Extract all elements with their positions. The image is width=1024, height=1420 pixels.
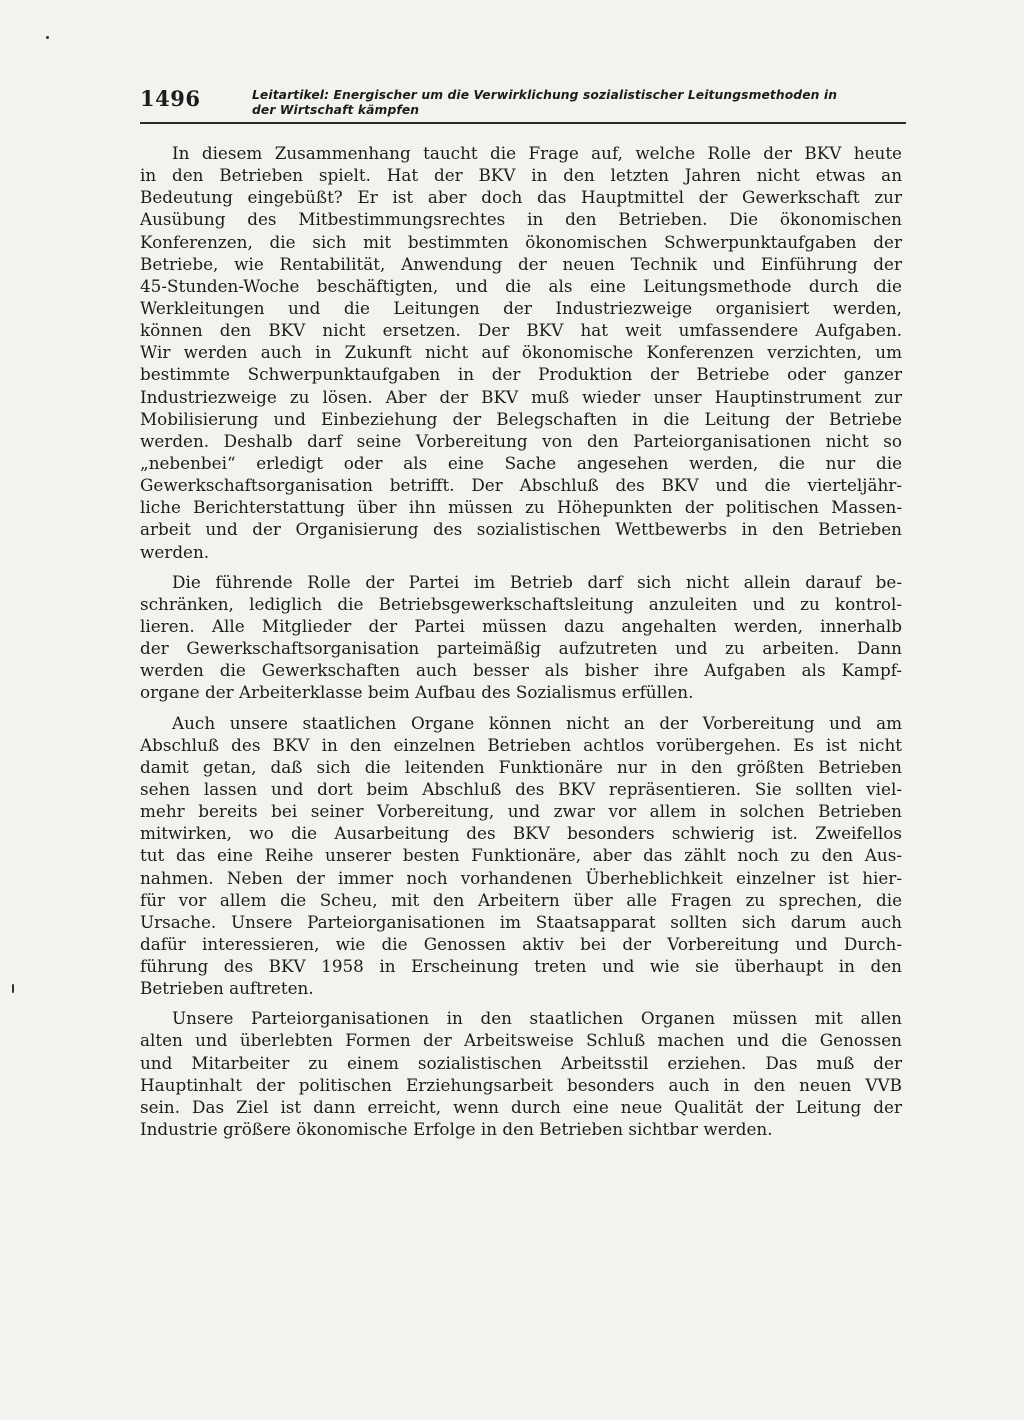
text-line: Industriezweige zu lösen. Aber der BKV muß wieder unser Hauptinstrument zur (140, 386, 902, 407)
text-line: organe der Arbeiterklasse beim Aufbau des Sozialismus erfüllen. (140, 682, 694, 703)
text-line: und Mitarbeiter zu einem sozialistischen Arbeitsstil erziehen. Das muß der (140, 1052, 902, 1073)
text-line: Die führende Rolle der Partei im Betrieb darf sich nicht allein darauf be- (172, 571, 902, 592)
text-line: tut das eine Reihe unserer besten Funktionäre, aber das zählt noch zu den Aus- (140, 845, 902, 866)
paragraph-2 (140, 571, 902, 704)
text-line: Auch unsere staatlichen Organe können nicht an der Vorbereitung und am (172, 712, 902, 733)
text-line: Unsere Parteiorganisationen in den staatlichen Organen müssen mit allen (172, 1008, 902, 1029)
text-line: Industrie größere ökonomische Erfolge in den Betrieben sichtbar werden. (140, 1119, 773, 1140)
text-line: alten und überlebten Formen der Arbeitsweise Schluß machen und die Genossen (140, 1030, 902, 1051)
text-line: Gewerkschaftsorganisation betrifft. Der Abschluß des BKV und die vierteljähr- (140, 475, 902, 496)
text-line: schränken, lediglich die Betriebsgewerkschaftsleitung anzuleiten und zu kontrol- (140, 593, 902, 614)
text-line: können den BKV nicht ersetzen. Der BKV hat weit umfassendere Aufgaben. (140, 320, 902, 341)
text-line: werden. Deshalb darf seine Vorbereitung von den Parteiorganisationen nicht so (140, 430, 902, 451)
page-number: 1496 (140, 86, 201, 111)
text-line: Hauptinhalt der politischen Erziehungsarbeit besonders auch in den neuen VVB (140, 1074, 902, 1095)
text-line: Betriebe, wie Rentabilität, Anwendung der neuen Technik und Einführung der (140, 253, 902, 274)
page-header (140, 84, 906, 124)
text-line: Konferenzen, die sich mit bestimmten ökonomischen Schwerpunktaufgaben der (140, 231, 902, 252)
running-title-line-2: der Wirtschaft kämpfen (252, 103, 420, 117)
text-line: führung des BKV 1958 in Erscheinung treten und wie sie überhaupt in den (140, 956, 902, 977)
text-line: in den Betrieben spielt. Hat der BKV in den letzten Jahren nicht etwas an (140, 165, 902, 186)
text-line: sein. Das Ziel ist dann erreicht, wenn durch eine neue Qualität der Leitung der (140, 1096, 902, 1117)
text-line: Bedeutung eingebüßt? Er ist aber doch das Hauptmittel der Gewerkschaft zur (140, 187, 902, 208)
text-line: damit getan, daß sich die leitenden Funktionäre nur in den größten Betrieben (140, 756, 902, 777)
text-line: In diesem Zusammenhang taucht die Frage auf, welche Rolle der BKV heute (172, 143, 902, 163)
text-line: Ursache. Unsere Parteiorganisationen im Staatsapparat sollten sich darum auch (140, 911, 902, 932)
paragraph-4 (140, 1007, 902, 1140)
text-line: „nebenbei“ erledigt oder als eine Sache angesehen werden, die nur die (140, 452, 902, 473)
running-title-line-1: Leitartikel: Energischer um die Verwirklichung sozialistischer Leitungsmethoden in (252, 88, 838, 102)
text-line: arbeit und der Organisierung des sozialistischen Wettbewerbs in den Betrieben (140, 519, 902, 540)
text-line: liche Berichterstattung über ihn müssen zu Höhepunkten der politischen Massen- (140, 497, 902, 518)
scan-speck (46, 36, 49, 39)
text-line: Werkleitungen und die Leitungen der Industriezweige organisiert werden, (140, 297, 902, 318)
text-line: mehr bereits bei seiner Vorbereitung, und zwar vor allem in solchen Betrieben (140, 801, 902, 822)
text-line: sehen lassen und dort beim Abschluß des BKV repräsentieren. Sie sollten viel- (140, 778, 902, 799)
text-line: für vor allem die Scheu, mit den Arbeitern über alle Fragen zu sprechen, die (140, 889, 902, 910)
text-line: Mobilisierung und Einbeziehung der Belegschaften in die Leitung der Betriebe (140, 408, 902, 429)
text-line: werden. (140, 541, 210, 562)
text-line: Abschluß des BKV in den einzelnen Betrieben achtlos vorübergehen. Es ist nicht (140, 734, 902, 755)
text-line: werden die Gewerkschaften auch besser als bisher ihre Aufgaben als Kampf- (140, 660, 902, 681)
text-line: Ausübung des Mitbestimmungsrechtes in den Betrieben. Die ökonomischen (140, 209, 902, 230)
text-line: 45-Stunden-Woche beschäftigten, und die als eine Leitungsmethode durch die (140, 275, 902, 296)
running-title (252, 88, 906, 118)
scan-speck (12, 984, 14, 993)
paragraph-3 (140, 712, 902, 1000)
text-line: Wir werden auch in Zukunft nicht auf ökonomische Konferenzen verzichten, um (140, 342, 902, 363)
text-line: nahmen. Neben der immer noch vorhandenen Überheblichkeit einzelner ist hier- (140, 867, 902, 888)
text-line: mitwirken, wo die Ausarbeitung des BKV besonders schwierig ist. Zweifellos (140, 823, 902, 844)
text-line: Betrieben auftreten. (140, 978, 314, 999)
text-line: lieren. Alle Mitglieder der Partei müssen dazu angehalten werden, innerhalb (140, 615, 902, 636)
text-line: der Gewerkschaftsorganisation parteimäßig aufzutreten und zu arbeiten. Dann (140, 638, 902, 659)
article-body (140, 142, 902, 1148)
paragraph-1 (140, 142, 902, 563)
text-line: bestimmte Schwerpunktaufgaben in der Produktion der Betriebe oder ganzer (140, 364, 902, 385)
text-line: dafür interessieren, wie die Genossen aktiv bei der Vorbereitung und Durch- (140, 933, 902, 954)
